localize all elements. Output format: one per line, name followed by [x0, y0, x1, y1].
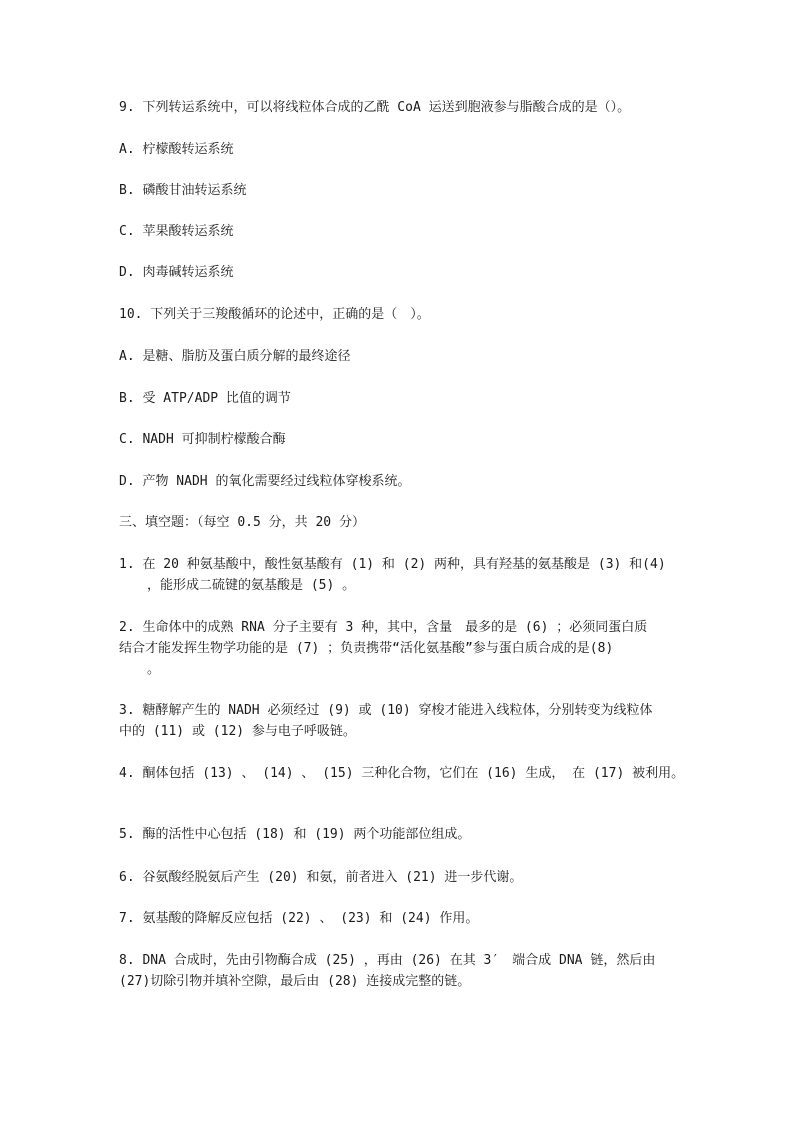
question-10-stem: 10. 下列关于三羧酸循环的论述中，正确的是（ ）。: [119, 307, 430, 322]
fill-item-6-line-1: 6. 谷氨酸经脱氨后产生 (20) 和氨，前者进入 (21) 进一步代谢。: [119, 870, 523, 885]
fill-item-3-line-2: 中的 (11) 或 (12) 参与电子呼吸链。: [119, 724, 356, 739]
fill-item-3-line-1: 3. 糖酵解产生的 NADH 必须经过 (9) 或 (10) 穿梭才能进入线粒体，分别转变为线粒体: [119, 703, 653, 718]
question-9-option-b: B. 磷酸甘油转运系统: [119, 183, 247, 198]
fill-item-8-line-2: (27)切除引物并填补空隙，最后由 (28) 连接成完整的链。: [119, 974, 471, 989]
question-10-option-c: C. NADH 可抑制柠檬酸合酶: [119, 432, 286, 447]
fill-item-1-line-2: ，能形成二硫键的氨基酸是 (5) 。: [147, 578, 356, 593]
question-10-option-d: D. 产物 NADH 的氧化需要经过线粒体穿梭系统。: [119, 474, 411, 489]
fill-item-7-line-1: 7. 氨基酸的降解反应包括 (22) 、 (23) 和 (24) 作用。: [119, 911, 479, 926]
fill-item-2-line-2: 结合才能发挥生物学功能的是 (7) ；负责携带“活化氨基酸”参与蛋白质合成的是(8): [119, 641, 614, 656]
fill-item-8-line-1: 8. DNA 合成时，先由引物酶合成 (25) ，再由 (26) 在其 3′ 端合成 DNA 链，然后由: [119, 953, 656, 968]
fill-item-2-line-1: 2. 生命体中的成熟 RNA 分子主要有 3 种，其中，含量 最多的是 (6) ；必须同蛋白质: [119, 620, 648, 635]
question-9-option-a: A. 柠檬酸转运系统: [119, 142, 234, 157]
fill-item-1-line-1: 1. 在 20 种氨基酸中，酸性氨基酸有 (1) 和 (2) 两种，具有羟基的氨基酸是 (3) 和(4): [119, 557, 666, 572]
question-10-option-a: A. 是糖、脂肪及蛋白质分解的最终途径: [119, 349, 351, 364]
fill-item-2-line-3: 。: [147, 662, 161, 677]
fill-item-4-line-1: 4. 酮体包括 (13) 、 (14) 、 (15) 三种化合物，它们在 (16) 生成， 在 (17) 被利用。: [119, 766, 685, 781]
question-9-option-c: C. 苹果酸转运系统: [119, 224, 234, 239]
section-3-heading: 三、填空题：（每空 0.5 分，共 20 分）: [119, 515, 365, 530]
question-10-option-b: B. 受 ATP/ADP 比值的调节: [119, 391, 291, 406]
question-9-stem: 9. 下列转运系统中，可以将线粒体合成的乙酰 CoA 运送到胞液参与脂酸合成的是（）。: [119, 100, 631, 115]
question-9-option-d: D. 肉毒碱转运系统: [119, 265, 234, 280]
fill-item-5-line-1: 5. 酶的活性中心包括 (18) 和 (19) 两个功能部位组成。: [119, 827, 471, 842]
